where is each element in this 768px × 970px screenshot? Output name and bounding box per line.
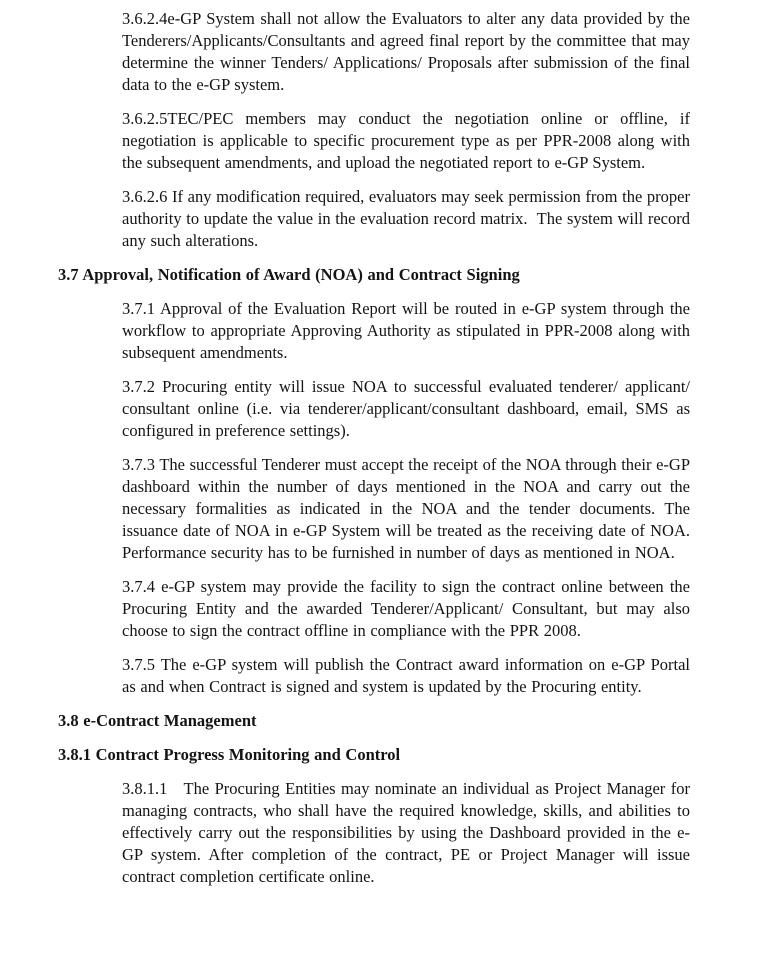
paragraph-3-7-1: 3.7.1 Approval of the Evaluation Report will be routed in e-GP system through the workflow to appropriate Approving Authority as stipulated in PPR-2008 along with subsequent amendments. xyxy=(122,299,690,362)
paragraph-3-7-3: 3.7.3 The successful Tenderer must accept the receipt of the NOA through their e-GP dashboard within the number of days mentioned in the NOA and carry out the necessary formalities as indicated in the NOA and the tender documents. The issuance date of NOA in e-GP System will be treated as the receiving date of NOA. Performance security has to be furnished in number of days as mentioned in NOA. xyxy=(122,455,690,562)
paragraph-3-8-1-1: 3.8.1.1 The Procuring Entities may nominate an individual as Project Manager for managing contracts, who shall have the required knowledge, skills, and abilities to effectively carry out the responsibilities by using the Dashboard provided in the e-GP system. After completion of the contract, PE or Project Manager will issue contract completion certificate online. xyxy=(122,779,690,886)
paragraph-3-6-2-4: 3.6.2.4e-GP System shall not allow the Evaluators to alter any data provided by the Tenderers/Applicants/Consultants and agreed final report by the committee that may determine the winner Tenders/ Applications/ Proposals after submission of the final data to the e-GP system. xyxy=(122,9,690,94)
paragraph-3-6-2-5: 3.6.2.5TEC/PEC members may conduct the negotiation online or offline, if negotiation is applicable to specific procurement type as per PPR-2008 along with the subsequent amendments, and upload the negotiated report to e-GP System. xyxy=(122,109,690,172)
paragraph-3-6-2-6: 3.6.2.6 If any modification required, evaluators may seek permission from the proper authority to update the value in the evaluation record matrix. The system will record any such alterations. xyxy=(122,187,690,250)
paragraph-3-7-4: 3.7.4 e-GP system may provide the facility to sign the contract online between the Procuring Entity and the awarded Tenderer/Applicant/ Consultant, but may also choose to sign the contract offline in compliance with the PPR 2008. xyxy=(122,577,690,640)
section-heading-3-7: 3.7 Approval, Notification of Award (NOA) and Contract Signing xyxy=(58,265,520,284)
section-heading-3-8: 3.8 e-Contract Management xyxy=(58,711,257,730)
section-heading-3-8-1: 3.8.1 Contract Progress Monitoring and Control xyxy=(58,745,401,764)
paragraph-3-7-2: 3.7.2 Procuring entity will issue NOA to successful evaluated tenderer/ applicant/ consultant online (i.e. via tenderer/applicant/consultant dashboard, email, SMS as configured in preference settings). xyxy=(122,377,690,440)
paragraph-3-7-5: 3.7.5 The e-GP system will publish the Contract award information on e-GP Portal as and when Contract is signed and system is updated by the Procuring entity. xyxy=(122,655,690,696)
